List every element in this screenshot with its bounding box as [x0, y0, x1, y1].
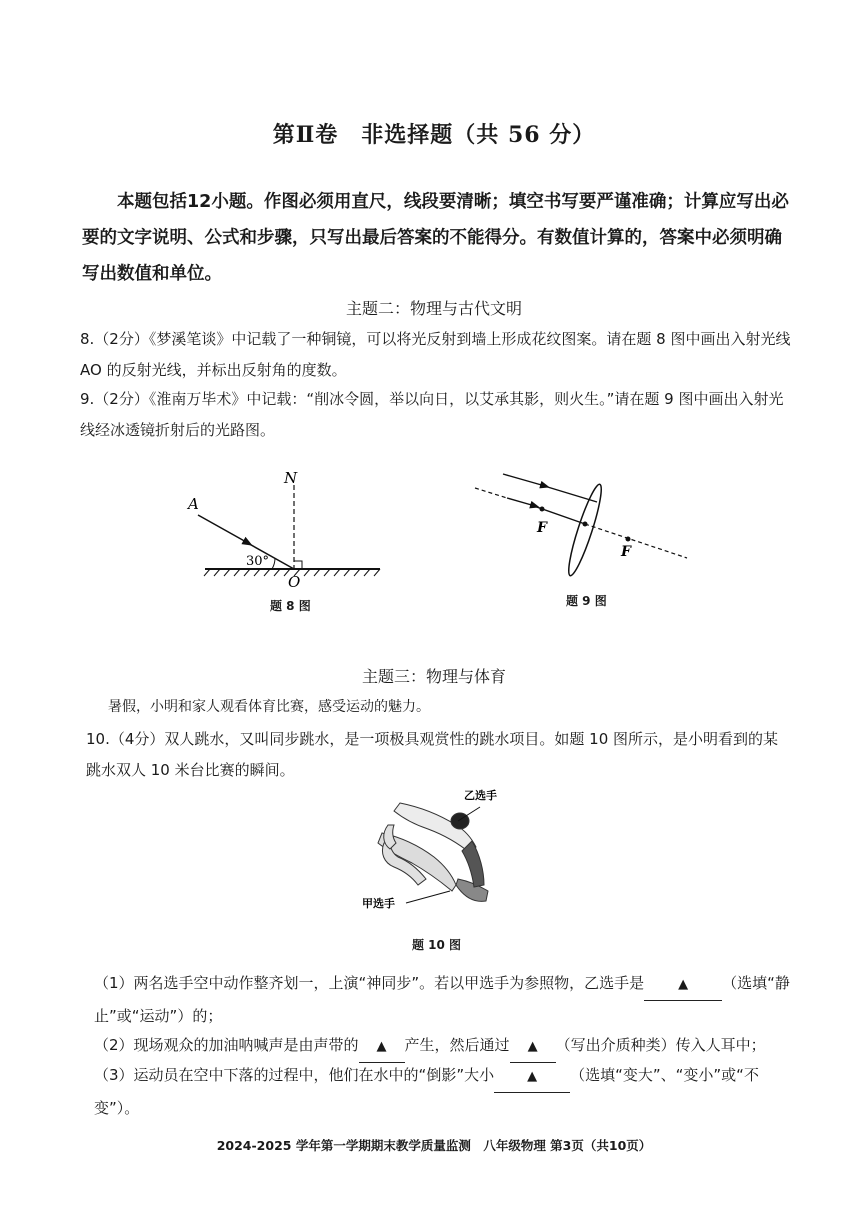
convex-lens: [564, 482, 607, 578]
question-9: 9.（2分）《淮南万毕术》中记载：“削冰令圆，举以向日，以艾承其影，则火生。”请在题 9 图中画出入射光线经冰透镜折射后的光路图。: [80, 390, 784, 439]
label-A: A: [188, 495, 199, 513]
part-1-text-a: （1）两名选手空中动作整齐划一，上演“神同步”。若以甲选手为参照物，乙选手是: [94, 974, 645, 992]
parallel-ray-arrow: [503, 474, 545, 486]
figure-9: [465, 460, 705, 590]
axis-ray-arrow: [507, 498, 535, 506]
question-10-part-3: [94, 1060, 794, 1124]
label-jia: 甲选手: [362, 897, 395, 910]
parallel-ray: [541, 485, 597, 502]
focal-point-right: [626, 537, 631, 542]
label-O: O: [288, 573, 301, 591]
axis-ray-dashed-right: [585, 524, 687, 558]
theme-heading-3: 主题三：物理与体育: [361, 667, 506, 686]
optical-center: [583, 522, 588, 527]
axis-ray-dashed-left: [475, 488, 507, 498]
answer-blank-4[interactable]: [494, 1060, 570, 1093]
question-10-part-2: [94, 1030, 794, 1063]
figure-9-caption: 题 9 图: [566, 594, 607, 608]
page-footer: 2024-2025 学年第一学期期末教学质量监测 八年级物理 第3页（共10页）: [216, 1138, 652, 1153]
question-10-part-1: [94, 968, 794, 1032]
answer-blank-3[interactable]: [510, 1030, 556, 1063]
instructions-text: 本题包括12小题。作图必须用直尺，线段要清晰；填空书写要严谨准确；计算应写出必要的文字说明、公式和步骤，只写出最后答案的不能得分。有数值计算的，答案中必须明确写出数值和单位。: [82, 192, 789, 284]
question-10: 10.（4分）双人跳水，又叫同步跳水，是一项极具观赏性的跳水项目。如题 10 图所示，是小明看到的某跳水双人 10 米台比赛的瞬间。: [86, 730, 779, 779]
part-3-text-a: （3）运动员在空中下落的过程中，他们在水中的“倒影”大小: [94, 1066, 495, 1084]
instructions: [82, 184, 792, 292]
label-N: N: [284, 469, 298, 487]
angle-arc: [272, 558, 275, 569]
section-title: 第Ⅱ卷 非选择题（共 56 分）: [272, 122, 596, 148]
label-F-left: F: [537, 520, 547, 536]
figure-8-caption: 题 8 图: [270, 599, 311, 613]
blank-marker: ▲: [376, 1039, 387, 1054]
answer-blank-1[interactable]: [644, 968, 722, 1001]
blank-marker: ▲: [678, 977, 689, 992]
answer-blank-2[interactable]: [359, 1030, 405, 1063]
label-yi: 乙选手: [464, 789, 497, 802]
blank-marker: ▲: [527, 1069, 538, 1084]
figure-8: [180, 465, 400, 615]
part-2-text-b: 产生，然后通过: [404, 1036, 510, 1054]
blank-marker: ▲: [527, 1039, 538, 1054]
focal-point-left: [540, 507, 545, 512]
right-angle-mark: [294, 561, 302, 569]
label-jia-pointer: [406, 891, 450, 903]
part-2-text-a: （2）现场观众的加油呐喊声是由声带的: [94, 1036, 359, 1054]
theme-heading-2: 主题二：物理与古代文明: [345, 299, 522, 318]
part-2-text-c: （写出介质种类）传入人耳中；: [555, 1036, 766, 1054]
figure-10-caption: 题 10 图: [412, 938, 462, 952]
question-8: 8.（2分）《梦溪笔谈》中记载了一种铜镜，可以将光反射到墙上形成花纹图案。请在题 8 图中画出入射光线 AO 的反射光线，并标出反射角的度数。: [80, 330, 791, 379]
figure-10-divers: [360, 785, 530, 915]
theme-3-intro: 暑假，小明和家人观看体育比赛，感受运动的魅力。: [108, 699, 430, 715]
part-3-text-b: （选填“变大”、“变小”或“不变”）。: [94, 1066, 759, 1117]
label-F-right: F: [621, 544, 631, 560]
part-1-text-b: （选填“静止”或“运动”）的；: [94, 974, 790, 1025]
angle-label: 30°: [246, 554, 270, 569]
incident-ray: [198, 515, 248, 543]
